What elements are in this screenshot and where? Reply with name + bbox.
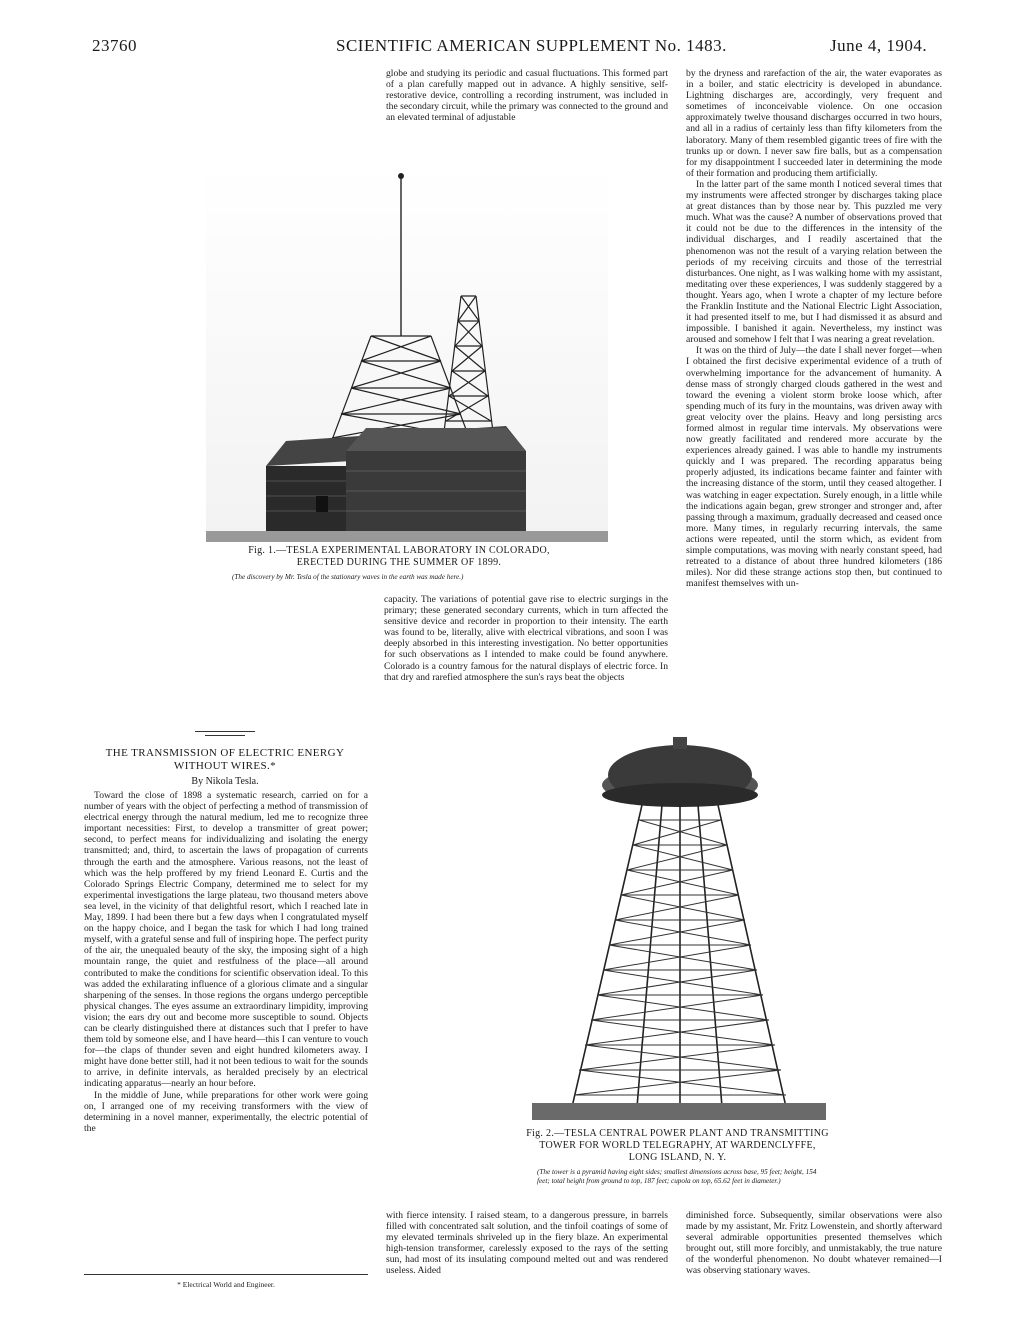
issue-date: June 4, 1904. — [830, 36, 928, 55]
paragraph: In the middle of June, while preparations for other work were going on, I arranged one of my receiving transformers with the view of determining in a novel manner, experimentally, the electric potential of the — [84, 1089, 368, 1134]
figure-2-tower-photo — [532, 735, 826, 1120]
paragraph: by the dryness and rarefaction of the air, the water evaporates as in a boiler, and static electricity is developed in abundance. Lightning discharges are, accordingly, very frequent and sometimes of inconceivable violence. On one occasion approximately twelve thousand discharges occurred in two hours, and all in a radius of certainly less than fifty kilometers from the laboratory. Many of them resembled gigantic trees of fire with the trunks up or down. I never saw fire balls, but as a compensation for my disappointment I succeeded later in determining the mode of their formation and producing them artificially. — [686, 68, 942, 179]
paragraph: with fierce intensity. I raised steam, to a dangerous pressure, in barrels filled with concentrated salt solution, and the tinfoil coatings of some of my elevated terminals shriveled up in the fiery blaze. An experimental high-tension transformer, carelessly exposed to the rays of the setting sun, had most of its insulating compound melted out and was rendered useless. Aided — [386, 1210, 668, 1277]
paragraph: In the latter part of the same month I noticed several times that my instruments were affected stronger by discharges taking place at great distances than by those near by. This puzzled me very much. What was the cause? A number of observations proved that it could not be due to the differences in the intensity of the individual discharges, and I readily ascertained that the phenomenon was not the result of a varying relation between the periods of my receiving circuits and those of the terrestrial disturbances. One night, as I was walking home with my assistant, meditating over these experiences, I was suddenly staggered by a thought. Years ago, when I wrote a chapter of my lecture before the Franklin Institute and the National Electric Light Association, it had presented itself to me, but I had dismissed it as absurd and impossible. I banished it again. Nevertheless, my instinct was aroused and somehow I felt that I was nearing a great revelation. — [686, 178, 942, 346]
article-column-1 — [84, 790, 368, 1134]
footnote: * Electrical World and Engineer. — [177, 1280, 275, 1289]
title-rule — [195, 731, 255, 732]
article-title: THE TRANSMISSION OF ELECTRIC ENERGY WITHOUT WIRES.* — [105, 747, 345, 772]
paragraph: Toward the close of 1898 a systematic research, carried on for a number of years with the object of perfecting a method of transmission of electrical energy through the natural medium, led me to recognize three important necessities: First, to develop a transmitter of great power; second, to perfect means for individualizing and isolating the energy transmitted; and, third, to ascertain the laws of propagation of currents through the earth and the atmosphere. Various reasons, not the least of which was the help proffered by my friend Leonard E. Curtis and the Colorado Springs Electric Company, determined me to select for my experimental investigations the large plateau, two thousand meters above sea level, in the vicinity of that delightful resort, which I reached late in May, 1899. I had been there but a few days when I congratulated myself on the happy choice, and I began the task for which I had long trained myself, with a grateful sense and full of inspiring hope. The perfect purity of the air, the unequaled beauty of the sky, the imposing sight of a high mountain range, the quiet and restfulness of the place—all around contributed to make the conditions for scientific observation ideal. To this was added the exhilarating influence of a glorious climate and a singular sharpening of the senses. In those regions the organs undergo perceptible physical changes. The eyes assume an extraordinary limpidity, improving vision; the ears dry out and become more susceptible to sound. Objects can be clearly distinguished there at distances such that I prefer to have them told by someone else, and I have heard—this I can venture to vouch for—the claps of thunder seven and eight hundred kilometers away. I might have done better still, had it not been tedious to wait for the sounds to arrive, in definite intervals, as heralded precisely by an electrical indicating apparatus—nearly an hour before. — [84, 790, 368, 1090]
paragraph: diminished force. Subsequently, similar observations were also made by my assistant, Mr. Fritz Lowenstein, and shortly afterward several admirable opportunities presented themselves which brought out, still more forcibly, and unmistakably, the true nature of the wonderful phenomenon. No doubt whatever remained—I was observing stationary waves. — [686, 1210, 942, 1277]
article-column-2-middle — [384, 594, 668, 683]
article-column-3 — [686, 68, 942, 589]
paragraph: capacity. The variations of potential gave rise to electric surgings in the primary; these generated secondary currents, which in turn affected the sensitive device and recorder in proportion to their intensity. The earth was found to be, literally, alive with electrical vibrations, and soon I was deeply absorbed in this interesting investigation. No better opportunities for such observations as I intended to make could be found anywhere. Colorado is a country famous for the natural displays of electric force. In that dry and rarefied atmosphere the sun's rays beat the objects — [384, 594, 668, 683]
figure-1-caption: Fig. 1.—TESLA EXPERIMENTAL LABORATORY IN COLORADO, ERECTED DURING THE SUMMER OF 1899. — [248, 545, 550, 568]
publication-title: SCIENTIFIC AMERICAN SUPPLEMENT No. 1483. — [336, 36, 727, 55]
article-column-2-bottom — [386, 1210, 668, 1277]
paragraph: globe and studying its periodic and casual fluctuations. This formed part of a plan carefully mapped out in advance. A highly sensitive, self-restorative device, controlling a recording instrument, was included in the secondary circuit, while the primary was connected to the ground and an elevated terminal of adjustable — [386, 68, 668, 124]
footnote-rule — [84, 1274, 368, 1275]
article-column-3-bottom — [686, 1210, 942, 1277]
paragraph: It was on the third of July—the date I shall never forget—when I obtained the first decisive experimental evidence of a truth of overwhelming importance for the advancement of humanity. A dense mass of strongly charged clouds gathered in the west and toward the evening a violent storm broke loose which, after spending much of its fury in the mountains, was driven away with great velocity over the plains. Heavy and long persisting arcs formed almost in regular time intervals. My observations were now greatly facilitated and rendered more accurate by the experiences already gained. I was able to handle my instruments quickly and I was prepared. The recording apparatus being properly adjusted, its indications became fainter and fainter with the increasing distance of the storm, until they ceased altogether. I was watching in eager expectation. Surely enough, in a little while the indications again began, grew stronger and stronger and, after passing through a maximum, gradually decreased and ceased once more. Many times, in regularly recurring intervals, the same actions were repeated, until the storm which, as evident from simple computations, was moving with nearly constant speed, had retreated to a distance of about three hundred kilometers (186 miles). Nor did these strange actions stop then, but continued to manifest themselves with un- — [686, 345, 942, 590]
page-number: 23760 — [92, 36, 137, 55]
article-byline: By Nikola Tesla. — [191, 776, 259, 787]
figure-2-note: (The tower is a pyramid having eight sides; smallest dimensions across base, 95 feet; height, 154 feet; total height from ground to top, 187 feet; cupola on top, 65.62 feet in diameter.) — [537, 1168, 817, 1185]
title-rule — [205, 735, 245, 736]
figure-1-note: (The discovery by Mr. Tesla of the stationary waves in the earth was made here.) — [232, 573, 464, 581]
figure-2-caption: Fig. 2.—TESLA CENTRAL POWER PLANT AND TRANSMITTING TOWER FOR WORLD TELEGRAPHY, AT WARDENCLYFFE, LONG ISLAND, N. Y. — [526, 1128, 829, 1163]
article-column-2-top — [386, 68, 668, 123]
figure-1-laboratory-photo — [206, 166, 608, 542]
